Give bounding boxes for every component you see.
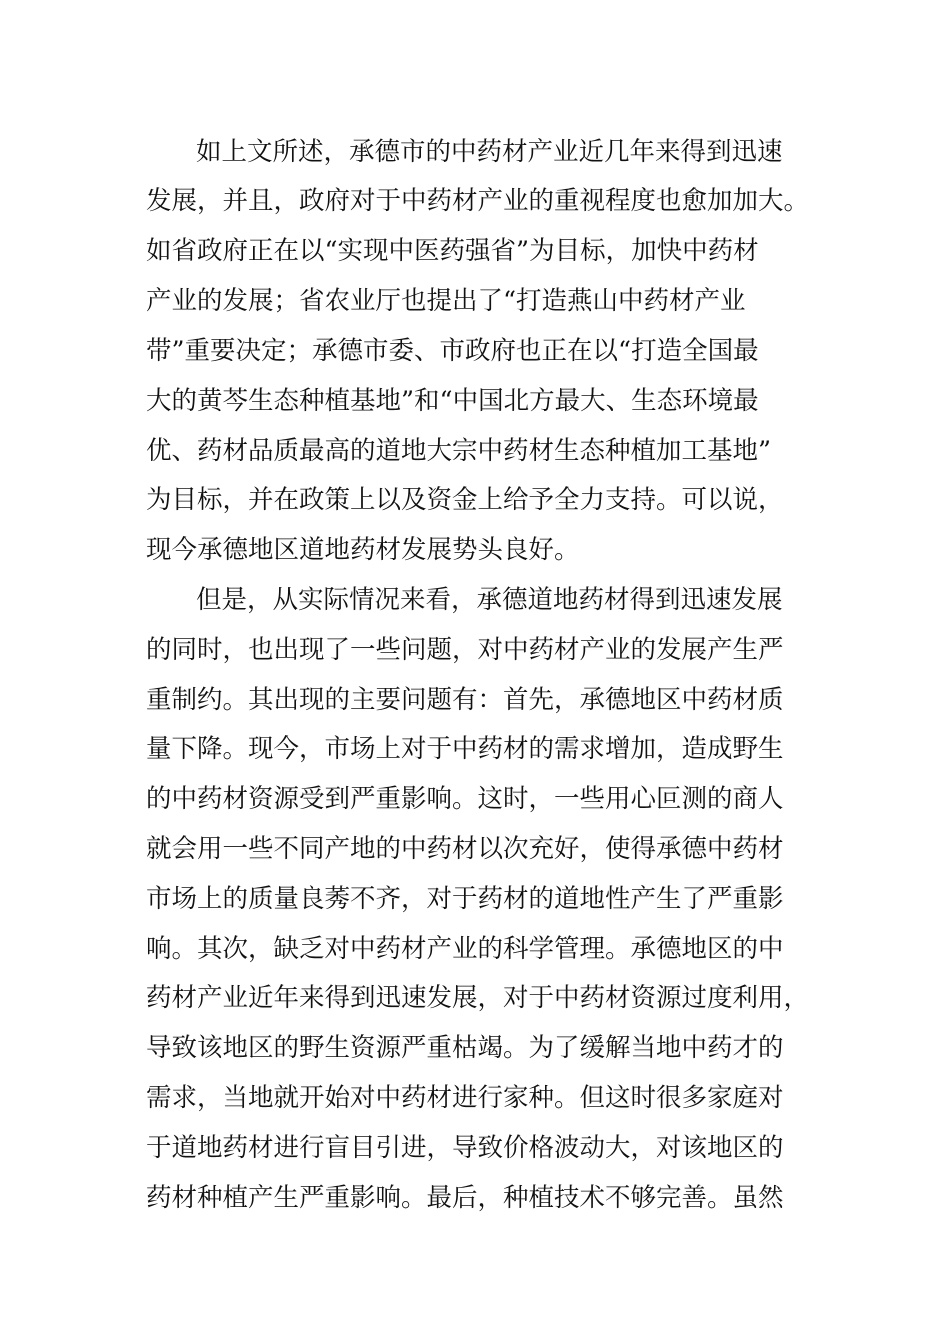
text-line: 响。其次，缺乏对中药材产业的科学管理。承德地区的中 bbox=[146, 934, 784, 964]
text-line: 重制约。其出现的主要问题有：首先，承德地区中药材质 bbox=[146, 685, 784, 715]
text-line: 发展，并且，政府对于中药材产业的重视程度也愈加加大。 bbox=[146, 186, 810, 216]
text-line: 就会用一些不同产地的中药材以次充好，使得承德中药材 bbox=[146, 834, 784, 864]
text-line: 但是，从实际情况来看，承德道地药材得到迅速发展 bbox=[196, 585, 783, 615]
text-line: 需求，当地就开始对中药材进行家种。但这时很多家庭对 bbox=[146, 1083, 784, 1113]
text-line: 大的黄芩生态种植基地”和“中国北方最大、生态环境最 bbox=[146, 386, 759, 416]
text-line: 现今承德地区道地药材发展势头良好。 bbox=[146, 535, 580, 565]
text-line: 市场上的质量良莠不齐，对于药材的道地性产生了严重影 bbox=[146, 884, 784, 914]
text-line: 于道地药材进行盲目引进，导致价格波动大，对该地区的 bbox=[146, 1133, 784, 1163]
text-line: 的同时，也出现了一些问题，对中药材产业的发展产生严 bbox=[146, 635, 784, 665]
text-line: 产业的发展；省农业厅也提出了“打造燕山中药材产业 bbox=[146, 286, 746, 316]
text-line: 药材种植产生严重影响。最后，种植技术不够完善。虽然 bbox=[146, 1183, 784, 1213]
text-line: 如省政府正在以“实现中医药强省”为目标，加快中药材 bbox=[146, 236, 759, 266]
text-line: 带”重要决定；承德市委、市政府也正在以“打造全国最 bbox=[146, 336, 759, 366]
text-line: 量下降。现今，市场上对于中药材的需求增加，造成野生 bbox=[146, 734, 784, 764]
text-line: 药材产业近年来得到迅速发展，对于中药材资源过度利用， bbox=[146, 983, 810, 1013]
text-line: 如上文所述，承德市的中药材产业近几年来得到迅速 bbox=[196, 137, 783, 167]
text-line: 优、药材品质最高的道地大宗中药材生态种植加工基地” bbox=[146, 436, 772, 466]
text-line: 导致该地区的野生资源严重枯竭。为了缓解当地中药才的 bbox=[146, 1033, 784, 1063]
text-line: 的中药材资源受到严重影响。这时，一些用心叵测的商人 bbox=[146, 784, 784, 814]
text-line: 为目标，并在政策上以及资金上给予全力支持。可以说， bbox=[146, 485, 784, 515]
